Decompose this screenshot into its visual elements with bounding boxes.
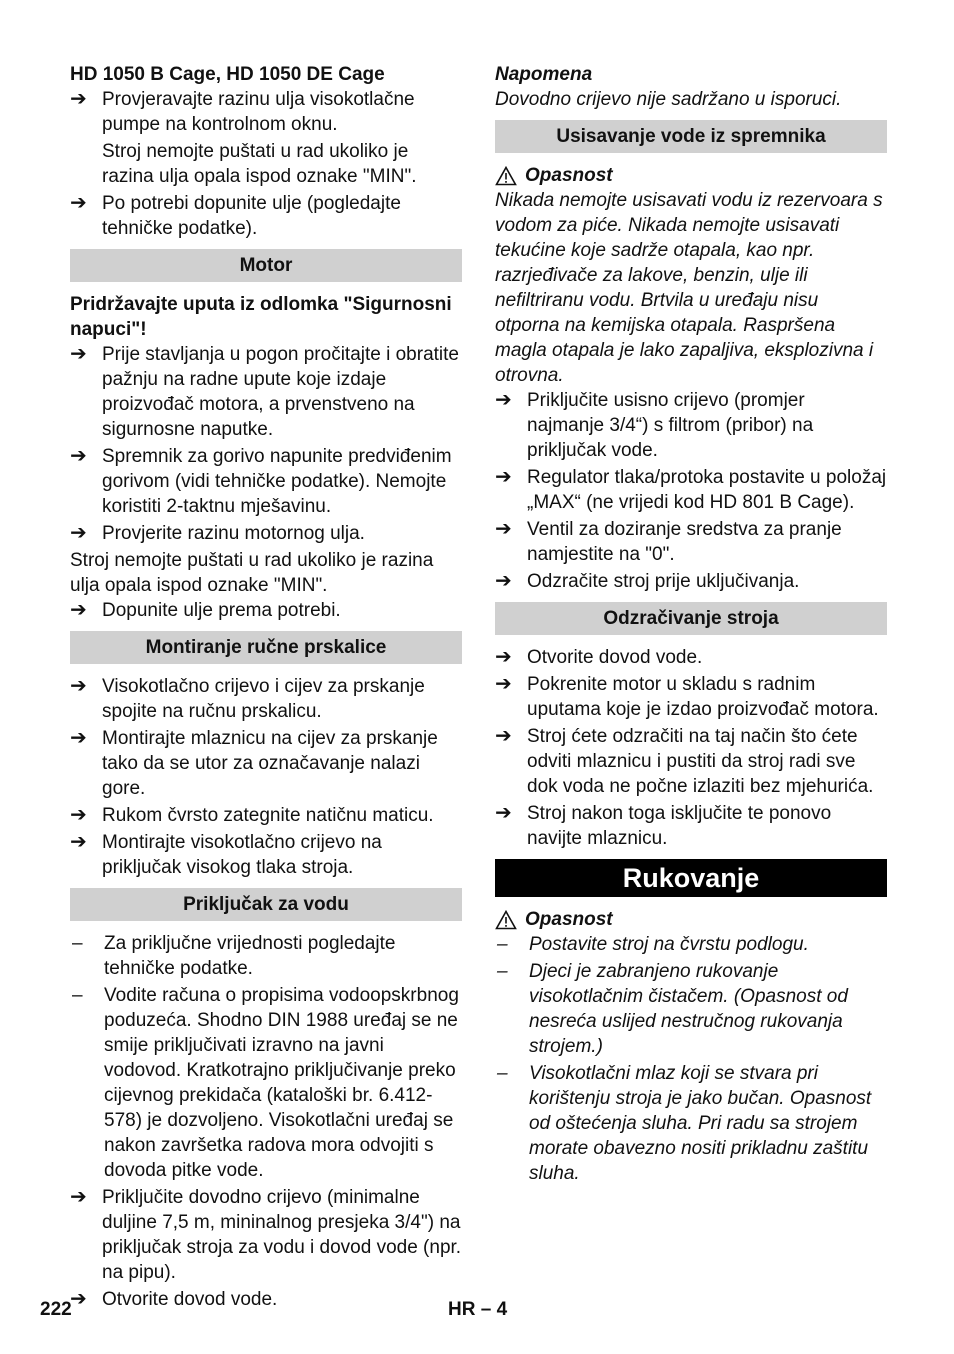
list-item: ➔ Provjerite razinu motornog ulja.	[70, 522, 365, 544]
arrow-icon: ➔	[70, 831, 87, 853]
arrow-icon: ➔	[70, 343, 87, 365]
arrow-icon: ➔	[70, 522, 87, 544]
list-item: ➔ Ventil za doziranje sredstva za pranje namjestite na "0".	[495, 518, 842, 565]
arrow-icon: ➔	[70, 804, 87, 826]
list-item: ➔ Prije stavljanja u pogon pročitajte i obratite pažnju na radne upute koje izdaje proizvođač motora, a prvenstveno na sigurnosne naputke.	[70, 343, 459, 440]
arrow-icon: ➔	[495, 570, 512, 592]
suction-header: Usisavanje vode iz spremnika	[495, 120, 887, 153]
arrow-icon: ➔	[70, 445, 87, 467]
hd-note: Stroj nemojte puštati u rad ukoliko je razina ulja opala ispod oznake "MIN".	[102, 141, 417, 187]
danger-heading	[495, 907, 887, 932]
list-item: ➔ Priključite usisno crijevo (promjer najmanje 3/4“) s filtrom (pribor) na priključak vode.	[495, 389, 814, 461]
dash-marker: –	[497, 934, 508, 955]
vent-header: Odzračivanje stroja	[495, 602, 887, 635]
left-column	[70, 62, 462, 1314]
list-item: ➔ Otvorite dovod vode.	[70, 1288, 278, 1310]
arrow-icon: ➔	[70, 599, 87, 621]
arrow-icon: ➔	[495, 518, 512, 540]
arrow-icon: ➔	[495, 802, 512, 824]
note-label: Napomena	[495, 64, 593, 85]
dash-marker: –	[72, 933, 83, 954]
list-item: ➔ Odzračite stroj prije uključivanja.	[495, 570, 800, 592]
list-item: – Za priključne vrijednosti pogledajte tehničke podatke.	[72, 933, 396, 979]
right-column	[495, 62, 887, 1188]
arrow-icon: ➔	[70, 1186, 87, 1208]
list-item: ➔ Priključite dovodno crijevo (minimalne duljine 7,5 m, mininalnog presjeka 3/4") na priključak stroja za vodu i dovod vode (npr. na pipu).	[70, 1186, 462, 1283]
danger-heading	[495, 163, 887, 188]
danger-label: Opasnost	[525, 165, 613, 186]
list-item: – Vodite računa o propisima vodoopskrbnog poduzeća. Shodno DIN 1988 uređaj se ne smije priključivati izravno na javni vodovod. Kratkotrajno priključivanje preko cijevnog prekidača (kataloški br. 6.412-578) je dozvoljeno. Visokotlačni uređaj se nakon završetka radova mora odvojiti s dovoda pitke vode.	[72, 985, 459, 1181]
list-item: ➔ Rukom čvrsto zategnite natičnu maticu.	[70, 804, 434, 826]
list-item: ➔ Po potrebi dopunite ulje (pogledajte tehničke podatke).	[70, 192, 401, 239]
list-item: – Postavite stroj na čvrstu podlogu.	[497, 934, 809, 955]
dash-marker: –	[497, 1063, 508, 1084]
list-item: ➔ Montirajte visokotlačno crijevo na priključak visokog tlaka stroja.	[70, 831, 382, 878]
dash-marker: –	[497, 961, 508, 982]
hd-section-title: HD 1050 B Cage, HD 1050 DE Cage	[70, 64, 385, 85]
list-item: ➔ Pokrenite motor u skladu s radnim uputama koje je izdao proizvođač motora.	[495, 673, 879, 720]
motor-header: Motor	[70, 249, 462, 282]
list-item: – Visokotlačni mlaz koji se stvara pri korištenju stroja je jako bučan. Opasnost od oštećenja sluha. Pri radu sa strojem morate obavezno nositi prikladnu zaštitu sluha.	[497, 1063, 872, 1184]
arrow-icon: ➔	[70, 727, 87, 749]
list-item: ➔ Regulator tlaka/protoka postavite u položaj „MAX“ (ne vrijedi kod HD 801 B Cage).	[495, 466, 887, 513]
danger-label: Opasnost	[525, 909, 613, 930]
list-item: ➔ Otvorite dovod vode.	[495, 646, 703, 668]
arrow-icon: ➔	[495, 673, 512, 695]
arrow-icon: ➔	[70, 675, 87, 697]
motor-note: Stroj nemojte puštati u rad ukoliko je razina ulja opala ispod oznake "MIN".	[70, 550, 434, 596]
list-item: ➔ Visokotlačno crijevo i cijev za prskanje spojite na ručnu prskalicu.	[70, 675, 425, 722]
arrow-icon: ➔	[495, 466, 512, 488]
list-item: ➔ Dopunite ulje prema potrebi.	[70, 599, 341, 621]
list-item: – Djeci je zabranjeno rukovanje visokotlačnim čistačem. (Opasnost od nesreća uslijed nestručnog rukovanja strojem.)	[497, 961, 848, 1057]
arrow-icon: ➔	[495, 725, 512, 747]
list-item: ➔ Stroj ćete odzračiti na taj način što ćete odviti mlaznicu i pustiti da stroj radi sve dok voda ne počne izlaziti bez mjehurića.	[495, 725, 874, 797]
handling-header: Rukovanje	[495, 859, 887, 897]
arrow-icon: ➔	[495, 646, 512, 668]
warning-triangle-icon	[495, 910, 517, 930]
spray-header: Montiranje ručne prskalice	[70, 631, 462, 664]
arrow-icon: ➔	[70, 192, 87, 214]
list-item: ➔ Stroj nakon toga isključite te ponovo navijte mlaznicu.	[495, 802, 832, 849]
arrow-icon: ➔	[70, 88, 87, 110]
motor-bold-note: Pridržavajte uputa iz odlomka "Sigurnosni napuci"!	[70, 294, 452, 340]
water-header: Priključak za vodu	[70, 888, 462, 921]
danger-text: Nikada nemojte usisavati vodu iz rezervoara s vodom za piće. Nikada nemojte usisavati tekućine koje sadrže otapala, kao npr. razrjeđivače za lakove, benzin, ulje ili nefiltriranu vodu. Brtvila u uređaju nisu otporna na kemijska otapala. Raspršena magla otapala je lako zapaljiva, eksplozivna i otrovna.	[495, 190, 883, 386]
list-item: ➔ Provjeravajte razinu ulja visokotlačne pumpe na kontrolnom oknu.	[70, 88, 415, 135]
list-item: ➔ Spremnik za gorivo napunite predviđenim gorivom (vidi tehničke podatke). Nemojte koristiti 2-taktnu mješavinu.	[70, 445, 452, 517]
page-number: 222	[40, 1299, 72, 1320]
list-item: ➔ Montirajte mlaznicu na cijev za prskanje tako da se utor za označavanje nalazi gore.	[70, 727, 438, 799]
arrow-icon: ➔	[495, 389, 512, 411]
language-page-label: HR – 4	[448, 1299, 508, 1320]
dash-marker: –	[72, 985, 83, 1006]
note-text: Dovodno crijevo nije sadržano u isporuci.	[495, 89, 842, 110]
arrow-icon: ➔	[70, 1288, 87, 1310]
warning-triangle-icon	[495, 166, 517, 186]
